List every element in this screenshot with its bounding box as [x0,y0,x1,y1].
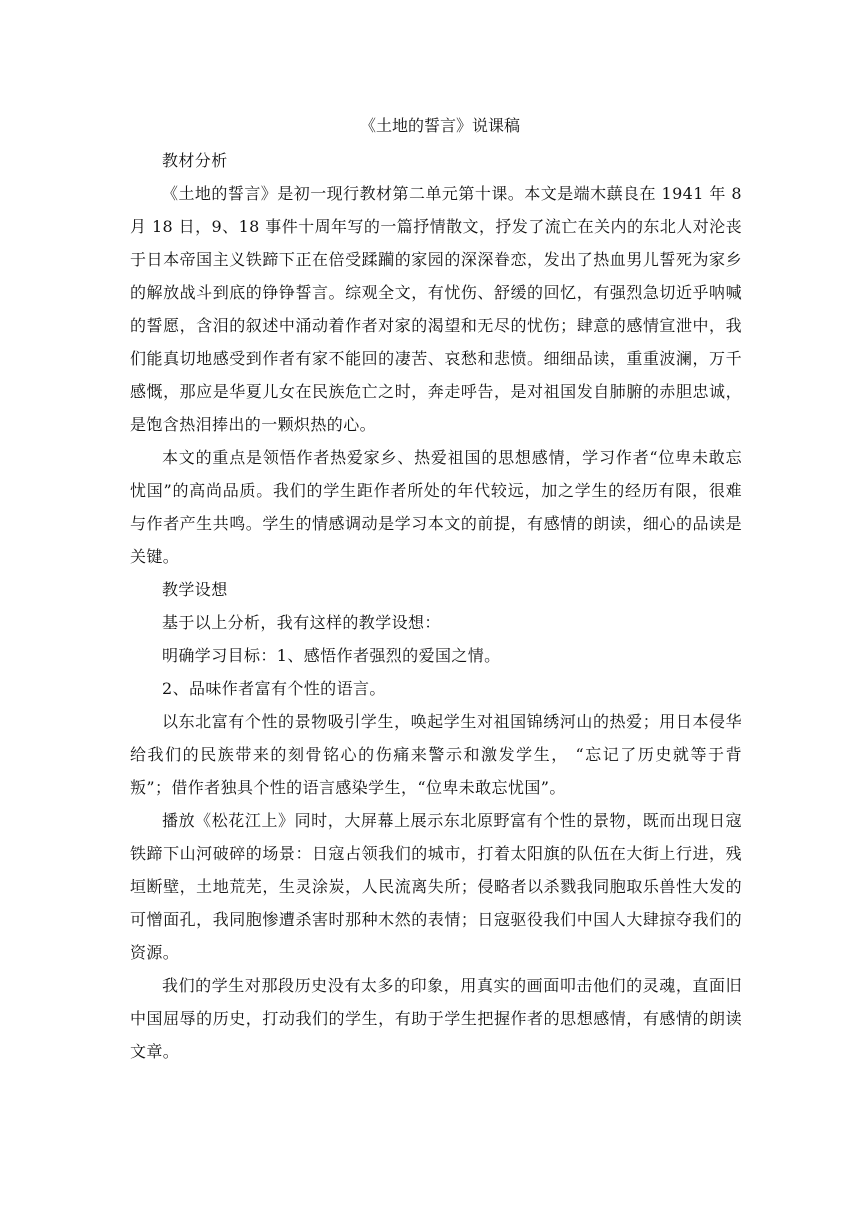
paragraph-media-scenes: 播放《松花江上》同时，大屏幕上展示东北原野富有个性的景物，既而出现日寇铁蹄下山河破碎的场景：日寇占领我们的城市，打着太阳旗的队伍在大街上行进，残垣断壁，土地荒芜，生灵涂炭，人民流离失所；侵略者以杀戮我同胞取乐兽性大发的可憎面孔，我同胞惨遭杀害时那种木然的表情；日寇驱役我们中国人大肆掠夺我们的资源。 [130,811,742,962]
document-title: 《土地的誓言》说课稿 [359,116,520,135]
paragraph-approach: 以东北富有个性的景物吸引学生，唤起学生对祖国锦绣河山的热爱；用日本侵华给我们的民族带来的刻骨铭心的伤痛来警示和激发学生， “忘记了历史就等于背叛”；借作者独具个性的语言感染学生，“位卑未敢忘忧国”。 [130,712,742,797]
paragraph-key-points: 本文的重点是领悟作者热爱家乡、热爱祖国的思想感情，学习作者“位卑未敢忘忧国”的高尚品质。我们的学生距作者所处的年代较远，加之学生的经历有限，很难与作者产生共鸣。学生的情感调动是学习本文的前提，有感情的朗读，细心的品读是关键。 [130,448,742,566]
paragraph-goal-2: 2、品味作者富有个性的语言。 [162,679,386,698]
paragraph-text-intro: 《土地的誓言》是初一现行教材第二单元第十课。本文是端木蕻良在 1941 年 8 月 18 日，9、18 事件十周年写的一篇抒情散文，抒发了流亡在关内的东北人对沦丧于日本帝国主义铁蹄下正在倍受蹂躏的家园的深深眷恋，发出了热血男儿誓死为家乡的解放战斗到底的铮铮誓言。综观全文，有忧伤、舒缓的回忆，有强烈急切近乎呐喊的誓愿，含泪的叙述中涌动着作者对家的渴望和无尽的忧伤；肆意的感情宣泄中，我们能真切地感受到作者有家不能回的凄苦、哀愁和悲愤。细细品读，重重波澜，万千感慨，那应是华夏儿女在民族危亡之时，奔走呼告，是对祖国发自肺腑的赤胆忠诚，是饱含热泪捧出的一颗炽热的心。 [130,184,742,434]
document-page [130,108,742,1068]
paragraph-plan-intro: 基于以上分析，我有这样的教学设想： [162,613,441,632]
heading-teaching-plan: 教学设想 [162,580,228,599]
paragraph-closing: 我们的学生对那段历史没有太多的印象，用真实的画面叩击他们的灵魂，直面旧中国屈辱的历史，打动我们的学生，有助于学生把握作者的思想感情，有感情的朗读文章。 [130,976,742,1061]
paragraph-goal-1: 明确学习目标：1、感悟作者强烈的爱国之情。 [162,646,501,665]
heading-textbook-analysis: 教材分析 [162,151,228,170]
